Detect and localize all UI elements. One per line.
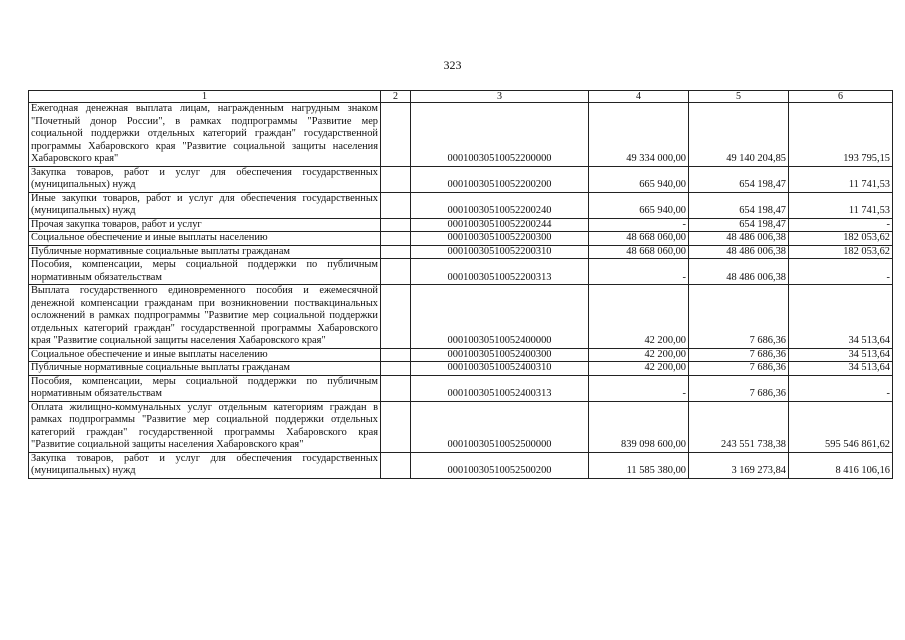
row-unexecuted-cell: - xyxy=(789,375,893,401)
table-row xyxy=(29,452,893,478)
row-executed-cell: 7 686,36 xyxy=(689,348,789,362)
row-planned-cell: 42 200,00 xyxy=(589,362,689,376)
row-code-cell: 00010030510052200200 xyxy=(411,166,589,192)
row-planned-cell: 49 334 000,00 xyxy=(589,103,689,167)
row-code-cell: 00010030510052400313 xyxy=(411,375,589,401)
row-planned-cell: 42 200,00 xyxy=(589,348,689,362)
row-name-cell: Прочая закупка товаров, работ и услуг xyxy=(29,218,381,232)
row-planned-cell: 839 098 600,00 xyxy=(589,401,689,452)
row-code-cell: 00010030510052200300 xyxy=(411,232,589,246)
column-header: 1 xyxy=(29,91,381,103)
table-row xyxy=(29,218,893,232)
budget-execution-table xyxy=(28,90,893,479)
row-name-cell: Ежегодная денежная выплата лицам, награжденным нагрудным знаком "Почетный донор России", в рамках подпрограммы "Развитие мер социальной поддержки отдельных категорий граждан" государственной программы Хабаровского края "Развитие социальной защиты населения Хабаровского края" xyxy=(29,103,381,167)
row-unexecuted-cell: 595 546 861,62 xyxy=(789,401,893,452)
row-col2-cell xyxy=(381,452,411,478)
row-name-cell: Социальное обеспечение и иные выплаты населению xyxy=(29,232,381,246)
row-name-cell: Закупка товаров, работ и услуг для обеспечения государственных (муниципальных) нужд xyxy=(29,166,381,192)
row-col2-cell xyxy=(381,375,411,401)
row-col2-cell xyxy=(381,245,411,259)
row-col2-cell xyxy=(381,401,411,452)
table-row xyxy=(29,375,893,401)
row-executed-cell: 3 169 273,84 xyxy=(689,452,789,478)
row-unexecuted-cell: 11 741,53 xyxy=(789,192,893,218)
row-col2-cell xyxy=(381,192,411,218)
row-col2-cell xyxy=(381,259,411,285)
row-unexecuted-cell: 11 741,53 xyxy=(789,166,893,192)
row-col2-cell xyxy=(381,362,411,376)
row-col2-cell xyxy=(381,348,411,362)
column-header: 3 xyxy=(411,91,589,103)
row-col2-cell xyxy=(381,103,411,167)
column-header: 2 xyxy=(381,91,411,103)
row-executed-cell: 654 198,47 xyxy=(689,192,789,218)
column-header: 5 xyxy=(689,91,789,103)
row-unexecuted-cell: 34 513,64 xyxy=(789,362,893,376)
row-planned-cell: 665 940,00 xyxy=(589,192,689,218)
column-header: 4 xyxy=(589,91,689,103)
row-code-cell: 00010030510052200244 xyxy=(411,218,589,232)
row-unexecuted-cell: 193 795,15 xyxy=(789,103,893,167)
row-unexecuted-cell: - xyxy=(789,218,893,232)
column-header: 6 xyxy=(789,91,893,103)
row-name-cell: Пособия, компенсации, меры социальной поддержки по публичным нормативным обязательствам xyxy=(29,259,381,285)
row-unexecuted-cell: - xyxy=(789,259,893,285)
row-col2-cell xyxy=(381,218,411,232)
table-header-row xyxy=(29,91,893,103)
row-executed-cell: 48 486 006,38 xyxy=(689,259,789,285)
table-row xyxy=(29,192,893,218)
row-code-cell: 00010030510052200310 xyxy=(411,245,589,259)
row-code-cell: 00010030510052400000 xyxy=(411,285,589,349)
table-row xyxy=(29,232,893,246)
table-row xyxy=(29,362,893,376)
row-code-cell: 00010030510052200313 xyxy=(411,259,589,285)
row-executed-cell: 243 551 738,38 xyxy=(689,401,789,452)
table-row xyxy=(29,103,893,167)
row-unexecuted-cell: 34 513,64 xyxy=(789,348,893,362)
row-executed-cell: 48 486 006,38 xyxy=(689,245,789,259)
table-row xyxy=(29,348,893,362)
row-code-cell: 00010030510052500200 xyxy=(411,452,589,478)
row-name-cell: Оплата жилищно-коммунальных услуг отдельным категориям граждан в рамках подпрограммы "Развитие мер социальной поддержки отдельных категорий граждан" государственной программы Хабаровского края "Развитие социальной защиты населения Хабаровского края" xyxy=(29,401,381,452)
row-planned-cell: - xyxy=(589,218,689,232)
row-executed-cell: 48 486 006,38 xyxy=(689,232,789,246)
row-planned-cell: - xyxy=(589,259,689,285)
row-code-cell: 00010030510052400310 xyxy=(411,362,589,376)
row-col2-cell xyxy=(381,166,411,192)
row-planned-cell: 48 668 060,00 xyxy=(589,232,689,246)
row-executed-cell: 49 140 204,85 xyxy=(689,103,789,167)
row-name-cell: Пособия, компенсации, меры социальной поддержки по публичным нормативным обязательствам xyxy=(29,375,381,401)
row-executed-cell: 7 686,36 xyxy=(689,362,789,376)
row-code-cell: 00010030510052400300 xyxy=(411,348,589,362)
row-name-cell: Выплата государственного единовременного пособия и ежемесячной денежной компенсации гражданам при возникновении поствакцинальных осложнений в рамках подпрограммы "Развитие мер социальной поддержки отдельных категорий граждан" государственной программы Хабаровского края "Развитие социальной защиты населения Хабаровского края" xyxy=(29,285,381,349)
row-executed-cell: 654 198,47 xyxy=(689,166,789,192)
row-code-cell: 00010030510052200000 xyxy=(411,103,589,167)
table-body xyxy=(29,103,893,479)
page-number: 323 xyxy=(443,58,462,72)
row-planned-cell: 665 940,00 xyxy=(589,166,689,192)
row-col2-cell xyxy=(381,285,411,349)
row-planned-cell: - xyxy=(589,375,689,401)
row-name-cell: Публичные нормативные социальные выплаты гражданам xyxy=(29,362,381,376)
row-unexecuted-cell: 182 053,62 xyxy=(789,232,893,246)
table-row xyxy=(29,245,893,259)
row-unexecuted-cell: 34 513,64 xyxy=(789,285,893,349)
row-planned-cell: 42 200,00 xyxy=(589,285,689,349)
table-row xyxy=(29,285,893,349)
table-row xyxy=(29,166,893,192)
row-col2-cell xyxy=(381,232,411,246)
row-planned-cell: 48 668 060,00 xyxy=(589,245,689,259)
table-row xyxy=(29,259,893,285)
row-unexecuted-cell: 8 416 106,16 xyxy=(789,452,893,478)
table-row xyxy=(29,401,893,452)
row-unexecuted-cell: 182 053,62 xyxy=(789,245,893,259)
row-executed-cell: 654 198,47 xyxy=(689,218,789,232)
row-code-cell: 00010030510052200240 xyxy=(411,192,589,218)
row-name-cell: Социальное обеспечение и иные выплаты населению xyxy=(29,348,381,362)
row-name-cell: Публичные нормативные социальные выплаты гражданам xyxy=(29,245,381,259)
row-planned-cell: 11 585 380,00 xyxy=(589,452,689,478)
row-code-cell: 00010030510052500000 xyxy=(411,401,589,452)
row-executed-cell: 7 686,36 xyxy=(689,285,789,349)
row-executed-cell: 7 686,36 xyxy=(689,375,789,401)
row-name-cell: Иные закупки товаров, работ и услуг для обеспечения государственных (муниципальных) нужд xyxy=(29,192,381,218)
row-name-cell: Закупка товаров, работ и услуг для обеспечения государственных (муниципальных) нужд xyxy=(29,452,381,478)
